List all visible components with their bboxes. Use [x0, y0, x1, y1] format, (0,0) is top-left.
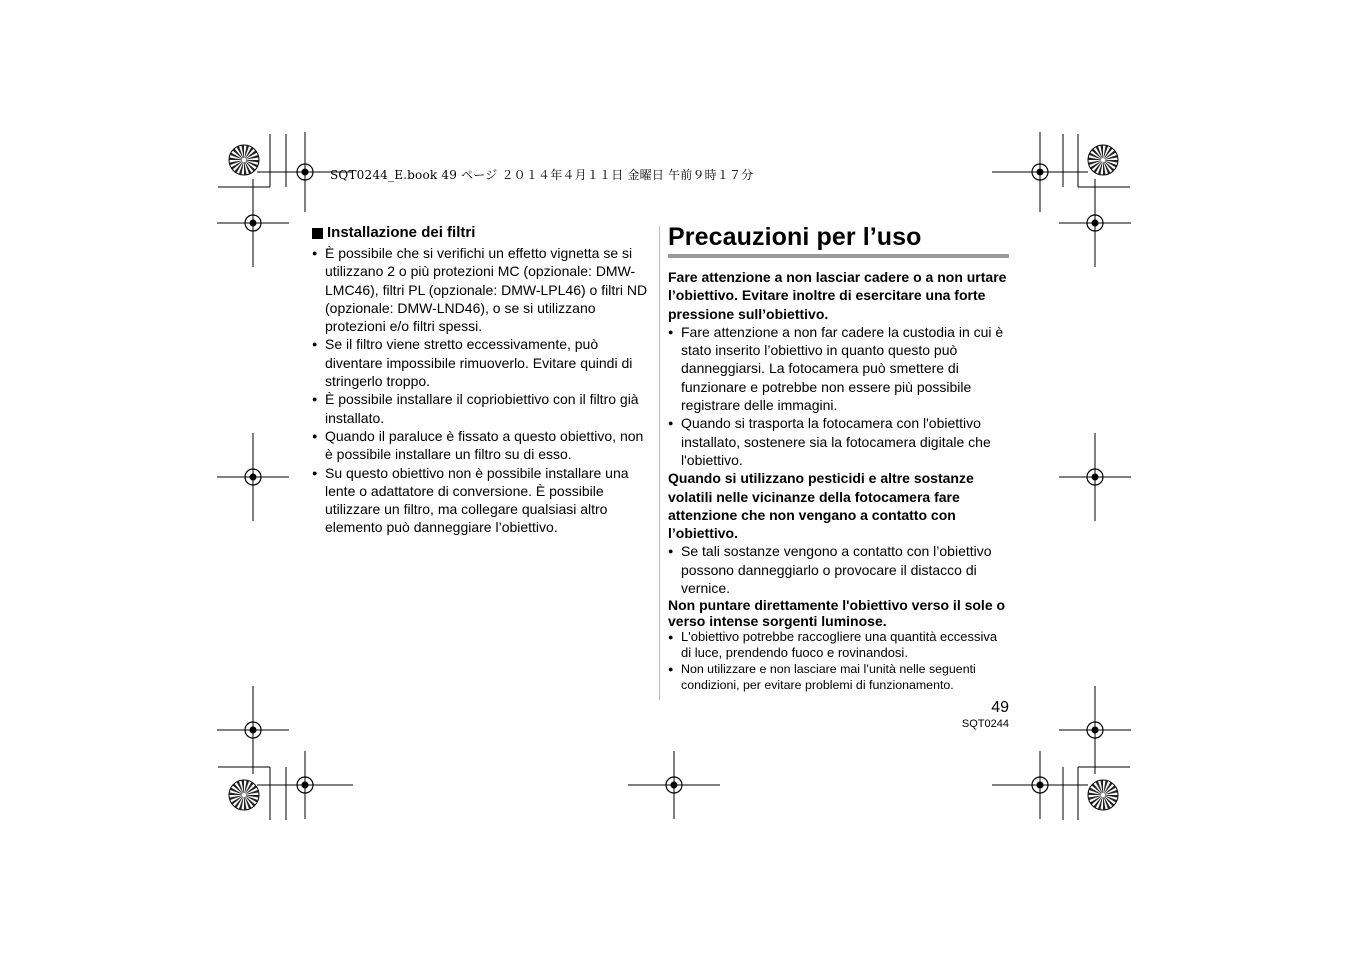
page-title: Precauzioni per l’uso: [668, 223, 922, 251]
title-underline-bar: [668, 254, 1009, 258]
filter-installation-list: [312, 244, 652, 537]
list-item: ● Non utilizzare e non lasciare mai l’unità nelle seguenti condizioni, per evitare problemi di funzionamento.: [668, 661, 1010, 693]
list-item: ● Se il filtro viene stretto eccessivamente, può diventare impossibile rimuoverlo. Evitare quindi di stringerlo troppo.: [312, 335, 652, 390]
column-divider: [659, 226, 660, 700]
section3-heading: Non puntare direttamente l'obiettivo verso il sole o verso intense sorgenti luminose.: [668, 597, 1006, 630]
registration-crosshair-icon: [1059, 433, 1131, 521]
right-column: [668, 222, 1010, 693]
filter-installation-heading: [312, 224, 652, 242]
section2-list: [668, 542, 1010, 597]
registration-crosshair-icon: [257, 751, 353, 819]
starburst-target-icon: [229, 145, 259, 175]
registration-crosshair-icon: [992, 751, 1088, 819]
registration-crosshair-icon: [217, 433, 289, 521]
list-item: ● È possibile che si verifichi un effetto vignetta se si utilizzano 2 o più protezioni MC (opzionale: DMW-LMC46), filtri PL (opzionale: DMW-LPL46) o filtri ND (opzionale: DMW-LND46), o se si utilizzano protezioni e/o filtri spessi.: [312, 244, 652, 335]
list-item: ● È possibile installare il copriobiettivo con il filtro già installato.: [312, 390, 652, 427]
list-item: ● Quando il paraluce è fissato a questo obiettivo, non è possibile installare un filtro su di esso.: [312, 427, 652, 464]
registration-crosshair-icon: [217, 179, 289, 267]
registration-crosshair-icon: [628, 751, 720, 819]
registration-crosshair-icon: [217, 686, 289, 774]
section1-heading: Fare attenzione a non lasciar cadere o a non urtare l’obiettivo. Evitare inoltre di esercitare una forte pressione sull’obiettivo.: [668, 269, 1007, 322]
print-header-info: SQT0244_E.book 49 ページ ２０１４年４月１１日 金曜日 午前９時１７分: [330, 168, 754, 182]
section3-list: [668, 629, 1010, 693]
starburst-target-icon: [229, 780, 259, 810]
list-item: ● Se tali sostanze vengono a contatto con l’obiettivo possono danneggiarlo o provocare il distacco di vernice.: [668, 542, 1010, 597]
left-column: [312, 224, 652, 537]
registration-crosshair-icon: [992, 132, 1088, 212]
registration-crosshair-icon: [1059, 686, 1131, 774]
filter-installation-heading-text: Installazione dei filtri: [327, 224, 476, 241]
list-item: ● Quando si trasporta la fotocamera con l'obiettivo installato, sostenere sia la fotocamera digitale che l'obiettivo.: [668, 414, 1010, 469]
section2-heading: Quando si utilizzano pesticidi e altre sostanze volatili nelle vicinanze della fotocamera fare attenzione che non vengano a contatto con l’obiettivo.: [668, 470, 974, 542]
model-code: SQT0244: [961, 718, 1009, 730]
page-number: 49: [991, 699, 1009, 716]
list-item: ● L'obiettivo potrebbe raccogliere una quantità eccessiva di luce, prendendo fuoco e rovinandosi.: [668, 629, 1010, 661]
list-item: ● Su questo obiettivo non è possibile installare una lente o adattatore di conversione. È possibile utilizzare un filtro, ma collegare qualsiasi altro elemento può danneggiare l’obiettivo.: [312, 464, 652, 537]
starburst-target-icon: [1088, 145, 1118, 175]
starburst-target-icon: [1088, 780, 1118, 810]
registration-crosshair-icon: [1059, 179, 1131, 267]
square-bullet-icon: [312, 228, 323, 239]
section1-list: [668, 323, 1010, 469]
list-item: ● Fare attenzione a non far cadere la custodia in cui è stato inserito l’obiettivo in quanto questo può danneggiarsi. La fotocamera può smettere di funzionare e potrebbe non essere più possibile registrare delle immagini.: [668, 323, 1010, 414]
